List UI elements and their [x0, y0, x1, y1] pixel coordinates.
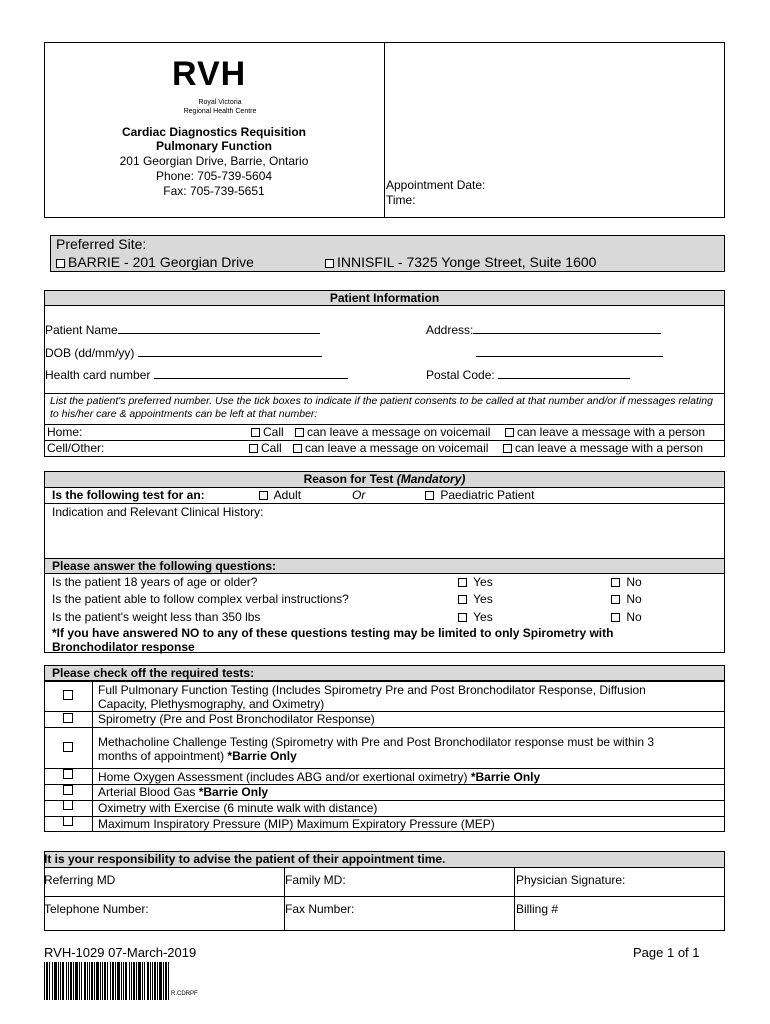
questions-warning-1: *If you have answered NO to any of these questions testing may be limited to only Spirometry with: [52, 626, 614, 640]
test-5-barrie-only: *Barrie Only: [198, 785, 269, 799]
patient-name-field[interactable]: [45, 322, 320, 337]
home-call-label: Call: [263, 425, 284, 439]
question-2-no[interactable]: [611, 592, 642, 606]
site-option-barrie[interactable]: [56, 254, 254, 271]
patient-name-line[interactable]: [118, 322, 320, 334]
address-field[interactable]: [426, 322, 661, 337]
logo-subtitle-1: Royal Victoria: [198, 99, 242, 106]
signoff-heading: It is your responsibility to advise the patient of their appointment time.: [44, 852, 446, 866]
cell-call-option[interactable]: [249, 441, 282, 455]
health-card-line[interactable]: [154, 367, 348, 379]
innisfil-checkbox[interactable]: [325, 259, 334, 268]
health-card-label: Health card number: [45, 368, 151, 382]
postal-code-label: Postal Code:: [426, 368, 495, 382]
q2-no-checkbox[interactable]: [611, 595, 620, 604]
home-person-option[interactable]: [505, 425, 705, 439]
header-divider: [384, 42, 385, 218]
test-row-4-top: [44, 768, 725, 769]
barrie-label: BARRIE - 201 Georgian Drive: [68, 254, 254, 270]
question-1-no[interactable]: [611, 575, 642, 589]
signoff-col-2: [514, 868, 515, 931]
telephone-field[interactable]: Telephone Number:: [44, 902, 149, 916]
test-6-checkbox[interactable]: [63, 800, 73, 810]
indication-label: Indication and Relevant Clinical History:: [52, 505, 264, 519]
fax-field[interactable]: Fax Number:: [285, 902, 355, 916]
barrie-checkbox[interactable]: [56, 259, 65, 268]
barcode-label: R.CDRPF: [171, 991, 198, 997]
health-card-field[interactable]: [45, 367, 348, 382]
clinic-phone: Phone: 705-739-5604: [155, 169, 273, 183]
page-number: Page 1 of 1: [633, 945, 700, 960]
billing-field[interactable]: Billing #: [516, 902, 559, 916]
q1-yes-label: Yes: [473, 575, 493, 589]
q3-no-checkbox[interactable]: [611, 613, 620, 622]
cell-person-checkbox[interactable]: [503, 444, 512, 453]
q2-no-label: No: [626, 592, 642, 606]
test-4-checkbox[interactable]: [63, 769, 73, 779]
tests-heading: Please check off the required tests:: [52, 666, 255, 680]
address-field-2[interactable]: [476, 345, 663, 360]
physician-signature-field[interactable]: Physician Signature:: [516, 873, 626, 887]
adult-checkbox[interactable]: [259, 491, 268, 500]
home-call-checkbox[interactable]: [251, 428, 260, 437]
q2-yes-label: Yes: [473, 592, 493, 606]
contact-instructions: List the patient's preferred number. Use the tick boxes to indicate if the patient consents to be called at that number and/or if messages relating to his/her care & appointments can be left at that number:: [50, 395, 713, 420]
question-1: Is the patient 18 years of age or older?: [52, 575, 258, 589]
cell-voicemail-checkbox[interactable]: [293, 444, 302, 453]
test-4-barrie-only: *Barrie Only: [470, 770, 541, 784]
test-1-text-2: Capacity, Plethysmography, and Oximetry): [98, 697, 325, 711]
cell-voicemail-option[interactable]: [293, 441, 488, 455]
referring-md-field[interactable]: Referring MD: [44, 873, 116, 887]
site-option-innisfil[interactable]: [325, 254, 596, 271]
family-md-field[interactable]: Family MD:: [285, 873, 346, 887]
tests-checkbox-column: [92, 681, 93, 832]
cell-label: Cell/Other:: [47, 441, 105, 455]
test-4-text-plain: Home Oxygen Assessment (includes ABG and/or exertional oximetry): [98, 770, 471, 784]
q3-yes-label: Yes: [473, 610, 493, 624]
test-2-text: Spirometry (Pre and Post Bronchodilator Response): [98, 712, 375, 726]
test-3-text: Methacholine Challenge Testing (Spirometry with Pre and Post Bronchodilator response must be within 3: [98, 735, 655, 749]
adult-option[interactable]: [259, 488, 301, 502]
test-2-checkbox[interactable]: [63, 713, 73, 723]
clinic-address: 201 Georgian Drive, Barrie, Ontario: [119, 154, 309, 168]
or-label: Or: [352, 488, 366, 502]
test-3-text-2-plain: months of appointment): [98, 749, 228, 763]
q1-no-checkbox[interactable]: [611, 578, 620, 587]
form-id: RVH-1029 07-March-2019: [44, 945, 197, 960]
reason-heading: [44, 472, 725, 486]
test-4-text: [98, 770, 540, 784]
patient-name-label: Patient Name: [45, 323, 118, 337]
postal-code-line[interactable]: [498, 367, 630, 379]
postal-code-field[interactable]: [426, 367, 630, 382]
address-label: Address:: [426, 323, 474, 337]
question-3-yes[interactable]: [458, 610, 493, 624]
indication-top: [44, 503, 725, 504]
questions-warning-2: Bronchodilator response: [52, 640, 195, 654]
cell-call-checkbox[interactable]: [249, 444, 258, 453]
appointment-time-label: Time:: [386, 193, 416, 207]
test-3-barrie-only: *Barrie Only: [227, 749, 297, 763]
question-3-no[interactable]: [611, 610, 642, 624]
home-person-label: can leave a message with a person: [517, 425, 706, 439]
home-voicemail-option[interactable]: [295, 425, 490, 439]
paediatric-option[interactable]: [425, 488, 534, 502]
test-7-checkbox[interactable]: [63, 816, 73, 826]
cell-person-label: can leave a message with a person: [515, 441, 704, 455]
barcode: [44, 962, 169, 1000]
cell-voicemail-label: can leave a message on voicemail: [305, 441, 489, 455]
test-3-checkbox[interactable]: [63, 742, 73, 752]
adult-label: Adult: [273, 488, 302, 502]
test-1-checkbox[interactable]: [63, 690, 73, 700]
question-2: Is the patient able to follow complex verbal instructions?: [52, 592, 349, 606]
paediatric-label: Paediatric Patient: [440, 488, 535, 502]
appointment-date-label: Appointment Date:: [386, 178, 486, 192]
questions-heading: Please answer the following questions:: [52, 559, 277, 573]
reason-heading-text: Reason for Test: [303, 472, 394, 486]
logo: RVH: [172, 55, 247, 93]
home-label: Home:: [47, 425, 83, 439]
q1-no-label: No: [626, 575, 642, 589]
logo-subtitle-2: Regional Health Centre: [183, 108, 257, 115]
test-row-1-top: [44, 681, 725, 682]
dob-label: DOB (dd/mm/yy): [45, 346, 135, 360]
home-voicemail-label: can leave a message on voicemail: [307, 425, 491, 439]
q3-no-label: No: [626, 610, 642, 624]
question-2-yes[interactable]: [458, 592, 493, 606]
address-line-2[interactable]: [476, 345, 663, 357]
patient-info-heading: Patient Information: [329, 291, 440, 305]
test-for-label: Is the following test for an:: [52, 488, 205, 502]
dob-field[interactable]: [45, 345, 322, 360]
question-3: Is the patient's weight less than 350 lbs: [52, 610, 261, 624]
home-call-option[interactable]: [251, 425, 284, 439]
dob-line[interactable]: [138, 345, 322, 357]
clinic-fax: Fax: 705-739-5651: [163, 184, 265, 198]
home-person-checkbox[interactable]: [505, 428, 514, 437]
q3-yes-checkbox[interactable]: [458, 613, 467, 622]
home-voicemail-checkbox[interactable]: [295, 428, 304, 437]
test-6-text: Oximetry with Exercise (6 minute walk with distance): [98, 801, 378, 815]
test-5-text-plain: Arterial Blood Gas: [98, 785, 199, 799]
q1-yes-checkbox[interactable]: [458, 578, 467, 587]
paediatric-checkbox[interactable]: [425, 491, 434, 500]
question-1-yes[interactable]: [458, 575, 493, 589]
reason-mandatory: (Mandatory): [396, 472, 466, 486]
q2-yes-checkbox[interactable]: [458, 595, 467, 604]
test-5-text: [98, 785, 268, 799]
test-5-checkbox[interactable]: [63, 785, 73, 795]
preferred-site-label: Preferred Site:: [56, 236, 147, 252]
test-7-text: Maximum Inspiratory Pressure (MIP) Maximum Expiratory Pressure (MEP): [98, 817, 495, 831]
signoff-row-divider: [44, 896, 725, 897]
test-3-text-2: [98, 749, 297, 763]
test-row-3-top: [44, 727, 725, 728]
patient-divider: [44, 393, 725, 394]
cell-call-label: Call: [261, 441, 282, 455]
cell-person-option[interactable]: [503, 441, 703, 455]
form-title: Cardiac Diagnostics Requisition: [121, 125, 307, 139]
innisfil-label: INNISFIL - 7325 Yonge Street, Suite 1600: [337, 254, 597, 270]
form-subtitle: Pulmonary Function: [155, 139, 272, 153]
address-line-1[interactable]: [473, 322, 661, 334]
test-1-text: Full Pulmonary Function Testing (Includes Spirometry Pre and Post Bronchodilator Response, Diffusion: [98, 683, 646, 697]
